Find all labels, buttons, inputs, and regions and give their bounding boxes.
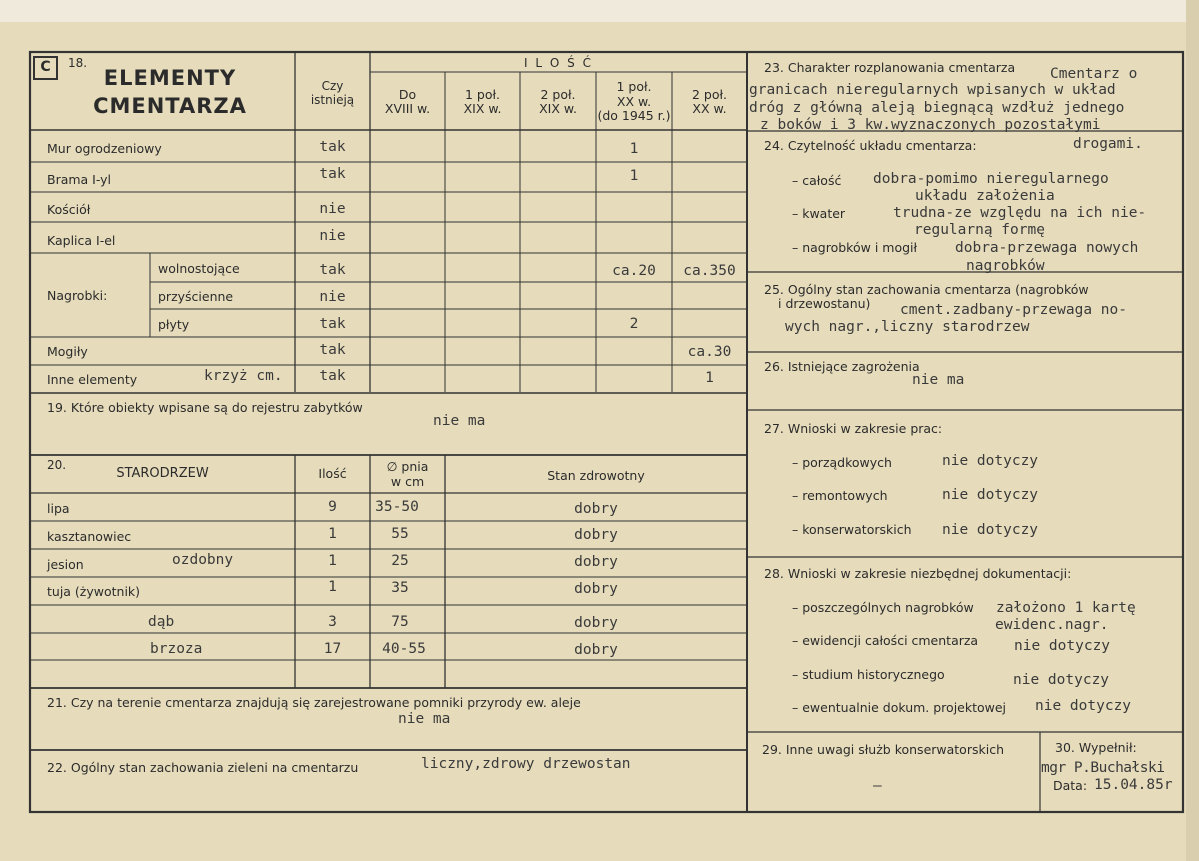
row-2xx-inne: 1 — [705, 370, 714, 386]
tree-pnia-brzoza: 40-55 — [382, 641, 426, 657]
s24-item-kwater-label: – kwater — [792, 206, 846, 221]
row-czy-plyty: tak — [319, 316, 346, 332]
period-1xix-l2: XIX w. — [463, 101, 502, 116]
s20-number: 20. — [47, 458, 67, 472]
row-label-inne: Inne elementy — [47, 372, 138, 387]
row-label-kosciol: Kościół — [47, 202, 91, 217]
s28-item-nagrobkow-v2: ewidenc.nagr. — [995, 617, 1109, 633]
row-czy-przyscienne: nie — [319, 289, 346, 305]
row-2xx-wolnostojace: ca.350 — [683, 263, 736, 279]
s23-label: 23. Charakter rozplanowania cmentarza — [764, 60, 1016, 75]
s30-date-label: Data: — [1053, 778, 1088, 793]
row-czy-wolnostojace: tak — [319, 262, 346, 278]
row-label-brama: Brama I-yl — [47, 172, 112, 187]
row-czy-inne: tak — [319, 368, 346, 384]
row-label-plyty: płyty — [158, 317, 190, 332]
s19-label: 19. Które obiekty wpisane są do rejestru zabytków — [47, 400, 363, 415]
tree-label-lipa: lipa — [47, 501, 70, 516]
tree-pnia-kasztanowiec: 55 — [391, 526, 409, 542]
s28-item-studium-label: – studium historycznego — [792, 667, 945, 682]
s20-col-pnia-l1: ∅ pnia — [386, 459, 429, 474]
row-czy-brama: tak — [319, 166, 346, 182]
row-label-przyscienne: przyścienne — [158, 289, 234, 304]
row-label-mur: Mur ogrodzeniowy — [47, 141, 162, 156]
s20-title: STARODRZEW — [116, 466, 209, 481]
s24-item-kwater-v2: regularną formę — [914, 222, 1045, 238]
s27-item-porzadkowych-label: – porządkowych — [792, 455, 892, 470]
period-do-xviii-l1: Do — [398, 87, 417, 102]
tree-stan-dab: dobry — [574, 615, 618, 631]
s28-item-ewidencji-value: nie dotyczy — [1014, 638, 1111, 654]
period-1xx-l3: (do 1945 r.) — [597, 108, 671, 123]
period-2xix-l1: 2 poł. — [540, 87, 576, 102]
period-1xx-l2: XX w. — [616, 94, 652, 109]
s23-line3: dróg z główną aleją biegnącą wzdłuż jednego — [749, 100, 1125, 116]
row-label-mogily: Mogiły — [47, 344, 88, 359]
s28-item-projektowej-label: – ewentualnie dokum. projektowej — [792, 700, 1007, 715]
tree-ilosc-jesion: 1 — [328, 553, 337, 569]
s24-cont: drogami. — [1073, 136, 1143, 152]
s28-label: 28. Wnioski w zakresie niezbędnej dokumentacji: — [764, 566, 1072, 581]
section-letter-box: C — [33, 56, 58, 80]
row-label-kaplica: Kaplica I-el — [47, 233, 116, 248]
s24-item-calosc-label: – całość — [792, 173, 842, 188]
tree-label-tuja: tuja (żywotnik) — [47, 584, 141, 599]
s27-label: 27. Wnioski w zakresie prac: — [764, 421, 943, 436]
s18-title-line1: ELEMENTY — [103, 66, 237, 90]
s25-value2: wych nagr.,liczny starodrzew — [785, 319, 1030, 335]
s28-item-projektowej-value: nie dotyczy — [1035, 698, 1132, 714]
s25-value1: cment.zadbany-przewaga no- — [900, 302, 1127, 318]
col-czy-line2: istnieją — [310, 93, 355, 107]
s26-label: 26. Istniejące zagrożenia — [764, 359, 920, 374]
tree-pnia-jesion: 25 — [391, 553, 409, 569]
row-czy-kosciol: nie — [319, 201, 346, 217]
tree-ilosc-tuja: 1 — [328, 579, 337, 595]
tree-label-kasztanowiec: kasztanowiec — [47, 529, 132, 544]
tree-ilosc-lipa: 9 — [328, 499, 337, 515]
row-extra-inne: krzyż cm. — [204, 368, 283, 384]
s28-item-ewidencji-label: – ewidencji całości cmentarza — [792, 633, 979, 648]
s26-value: nie ma — [912, 372, 965, 388]
tree-stan-brzoza: dobry — [574, 642, 618, 658]
tree-stan-kasztanowiec: dobry — [574, 527, 618, 543]
row-1945-brama: 1 — [629, 168, 639, 184]
tree-pnia-tuja: 35 — [391, 580, 409, 596]
s27-item-konserwatorskich-value: nie dotyczy — [942, 522, 1039, 538]
s27-item-konserwatorskich-label: – konserwatorskich — [792, 522, 912, 537]
s30-label: 30. Wypełnił: — [1055, 740, 1137, 755]
s25-label1: 25. Ogólny stan zachowania cmentarza (nagrobków — [764, 282, 1089, 297]
s21-label: 21. Czy na terenie cmentarza znajdują się zarejestrowane pomniki przyrody ew. aleje — [47, 695, 581, 710]
s24-item-nagrobkow-v1: dobra-przewaga nowych — [955, 240, 1139, 256]
s24-label: 24. Czytelność układu cmentarza: — [764, 138, 977, 153]
s23-line1: Cmentarz o — [1050, 66, 1138, 82]
s28-item-studium-value: nie dotyczy — [1013, 672, 1110, 688]
row-1945-wolnostojace: ca.20 — [612, 263, 656, 279]
s28-item-nagrobkow-v1: założono 1 kartę — [996, 600, 1136, 616]
s24-item-calosc-v1: dobra-pomimo nieregularnego — [873, 171, 1109, 187]
s18-number: 18. — [68, 56, 88, 70]
s28-item-nagrobkow-label: – poszczególnych nagrobków — [792, 600, 974, 615]
period-do-xviii-l2: XVIII w. — [384, 101, 431, 116]
s27-item-porzadkowych-value: nie dotyczy — [942, 453, 1039, 469]
s24-item-nagrobkow-v2: nagrobków — [966, 258, 1045, 274]
s25-label2: i drzewostanu) — [778, 296, 871, 311]
row-czy-mogily: tak — [319, 342, 346, 358]
tree-stan-lipa: dobry — [574, 501, 618, 517]
period-1xix-l1: 1 poł. — [464, 87, 501, 102]
col-czy-line1: Czy — [321, 79, 344, 93]
tree-extra-brzoza: brzoza — [150, 641, 203, 657]
nagrobki-label: Nagrobki: — [47, 288, 108, 303]
row-label-wolnostojace: wolnostojące — [158, 261, 240, 276]
col-ilosc-header: I L O Ś Ć — [524, 56, 593, 70]
tree-pnia-dab: 75 — [391, 614, 409, 630]
s30-name: mgr P.Buchałski — [1041, 760, 1165, 776]
tree-extra-jesion: ozdobny — [172, 552, 234, 568]
row-1945-mur: 1 — [629, 141, 639, 157]
s21-value: nie ma — [398, 711, 451, 727]
s19-value: nie ma — [433, 413, 486, 429]
s22-label: 22. Ogólny stan zachowania zieleni na cmentarzu — [47, 760, 359, 775]
s23-line2: granicach nieregularnych wpisanych w układ — [749, 82, 1116, 98]
s24-item-nagrobkow-label: – nagrobków i mogił — [792, 240, 918, 255]
s20-col-ilosc: Ilość — [318, 466, 347, 481]
s20-col-stan: Stan zdrowotny — [547, 468, 645, 483]
s24-item-calosc-v2: układu założenia — [915, 188, 1055, 204]
s22-value: liczny,zdrowy drzewostan — [421, 756, 631, 772]
s30-date: 15.04.85r — [1094, 777, 1173, 793]
s24-item-kwater-v1: trudna-ze względu na ich nie- — [893, 205, 1147, 221]
tree-label-jesion: jesion — [47, 557, 84, 572]
period-2xix-l2: XIX w. — [539, 101, 577, 116]
row-2xx-mogily: ca.30 — [687, 344, 732, 360]
s29-label: 29. Inne uwagi służb konserwatorskich — [762, 742, 1004, 757]
tree-ilosc-dab: 3 — [328, 614, 337, 630]
period-2xx-l2: XX w. — [692, 101, 727, 116]
row-czy-mur: tak — [319, 139, 346, 155]
s23-line4: z boków i 3 kw.wyznaczonych pozostałymi — [760, 117, 1101, 133]
tree-extra-dab: dąb — [148, 614, 175, 630]
tree-ilosc-kasztanowiec: 1 — [328, 526, 337, 542]
s29-value: – — [873, 778, 882, 794]
s27-item-remontowych-label: – remontowych — [792, 488, 888, 503]
tree-stan-tuja: dobry — [574, 581, 618, 597]
s18-title-line2: CMENTARZA — [93, 94, 247, 118]
tree-ilosc-brzoza: 17 — [323, 641, 342, 657]
period-2xx-l1: 2 poł. — [691, 87, 728, 102]
tree-stan-jesion: dobry — [574, 554, 618, 570]
row-1945-plyty: 2 — [629, 316, 639, 332]
row-czy-kaplica: nie — [319, 228, 346, 244]
tree-pnia-lipa: 35-50 — [375, 499, 419, 515]
s27-item-remontowych-value: nie dotyczy — [942, 487, 1039, 503]
period-1xx-l1: 1 poł. — [616, 79, 652, 94]
s20-col-pnia-l2: w cm — [390, 474, 425, 489]
